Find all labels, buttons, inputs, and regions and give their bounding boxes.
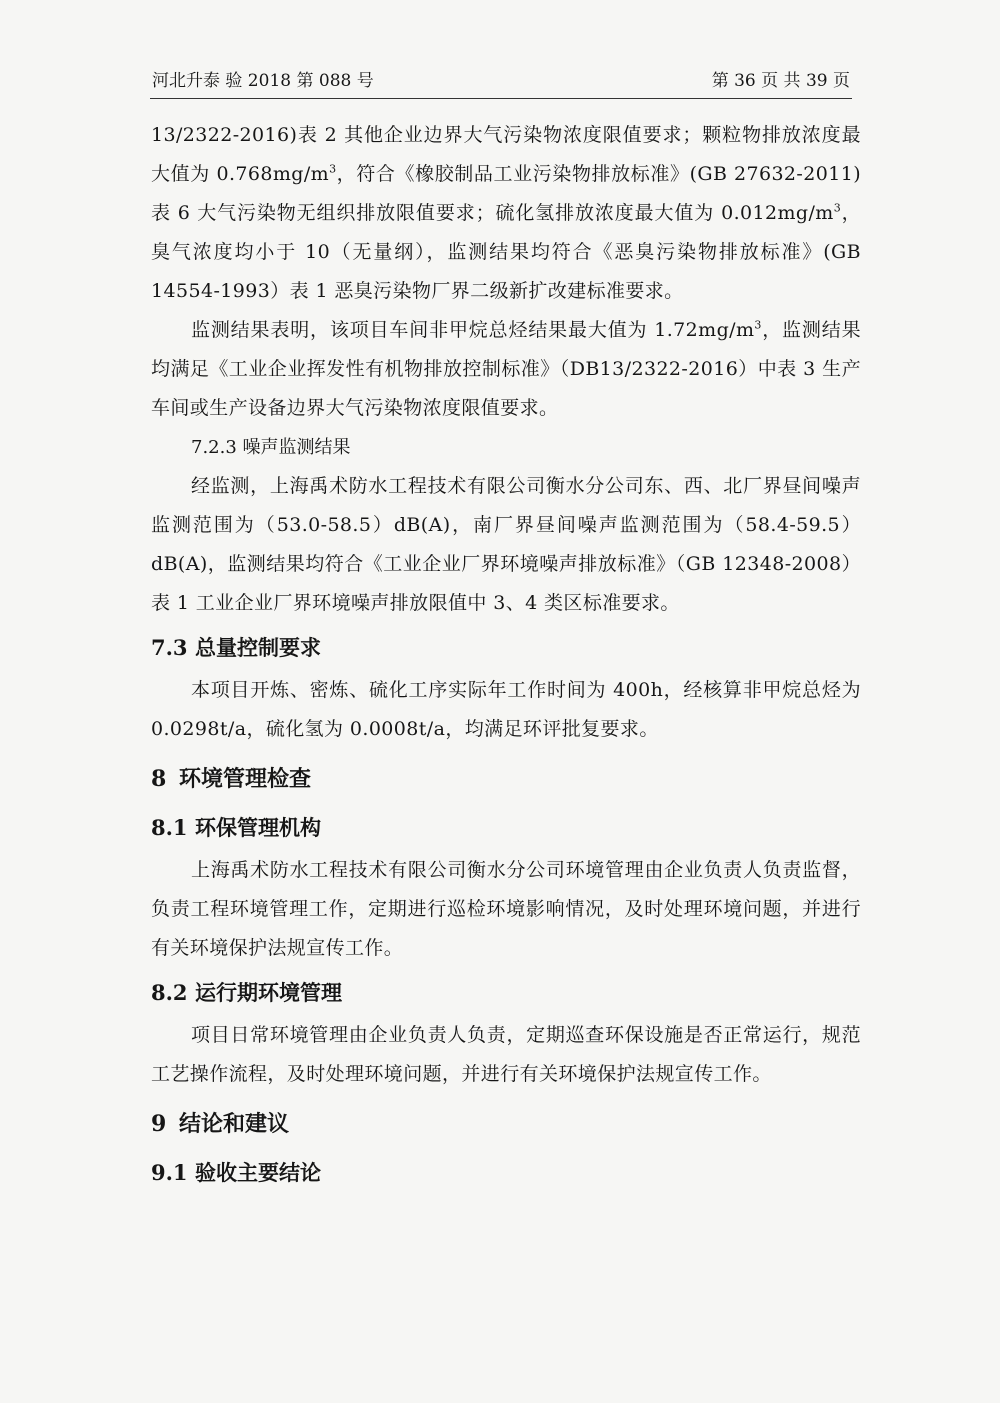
section-7-3-heading: 7.3 总量控制要求 bbox=[151, 635, 321, 660]
page-number: 第 36 页 共 39 页 bbox=[711, 71, 850, 91]
page-header bbox=[150, 62, 852, 99]
section-8-heading: 8 环境管理检查 bbox=[151, 766, 312, 792]
paragraph-noise-results: 经监测，上海禹术防水工程技术有限公司衡水分公司东、西、北厂界昼间噪声监测范围为（53.0-58.5）dB(A)，南厂界昼间噪声监测范围为（58.4-59.5）dB(A)，监测结果均符合《工业企业厂界环境噪声排放标准》（GB 12348-2008）表 1 工业企业厂界环境噪声排放限值中 3、4 类区标准要求。 bbox=[151, 475, 861, 614]
section-9-1-heading: 9.1 验收主要结论 bbox=[151, 1160, 321, 1185]
paragraph-total-control: 本项目开炼、密炼、硫化工序实际年工作时间为 400h，经核算非甲烷总烃为 0.0298t/a，硫化氢为 0.0008t/a，均满足环评批复要求。 bbox=[151, 679, 861, 740]
page-content bbox=[151, 116, 861, 1196]
section-8-1-heading: 8.1 环保管理机构 bbox=[151, 815, 321, 840]
section-9-heading: 9 结论和建议 bbox=[151, 1111, 290, 1137]
paragraph-workshop-results: 监测结果表明，该项目车间非甲烷总烃结果最大值为 $1.72mg/m^3$，监测结果均满足《工业企业挥发性有机物排放控制标准》（DB13/2322-2016）中表 3 生产车间或生产设备边界大气污染物浓度限值要求。 bbox=[151, 318, 861, 419]
paragraph-management-org: 上海禹术防水工程技术有限公司衡水分公司环境管理由企业负责人负责监督，负责工程环境管理工作，定期进行巡检环境影响情况，及时处理环境问题，并进行有关环境保护法规宣传工作。 bbox=[151, 859, 861, 959]
paragraph-operation-management: 项目日常环境管理由企业负责人负责，定期巡查环保设施是否正常运行，规范工艺操作流程，及时处理环境问题，并进行有关环境保护法规宣传工作。 bbox=[151, 1024, 861, 1085]
section-8-2-heading: 8.2 运行期环境管理 bbox=[151, 980, 342, 1005]
paragraph-air-results: 13/2322-2016)表 2 其他企业边界大气污染物浓度限值要求；颗粒物排放浓度最大值为 $0.768mg/m^3$，符合《橡胶制品工业污染物排放标准》(GB 27632-2011)表 6 大气污染物无组织排放限值要求；硫化氢排放浓度最大值为 $0.012mg/m^3$，臭气浓度均小于 10（无量纲），监测结果均符合《恶臭污染物排放标准》(GB 14554-1993）表 1 恶臭污染物厂界二级新扩改建标准要求。 bbox=[151, 124, 862, 302]
report-number: 河北升泰 验 2018 第 088 号 bbox=[152, 71, 374, 91]
section-7-2-3-heading: 7.2.3 噪声监测结果 bbox=[191, 437, 351, 458]
